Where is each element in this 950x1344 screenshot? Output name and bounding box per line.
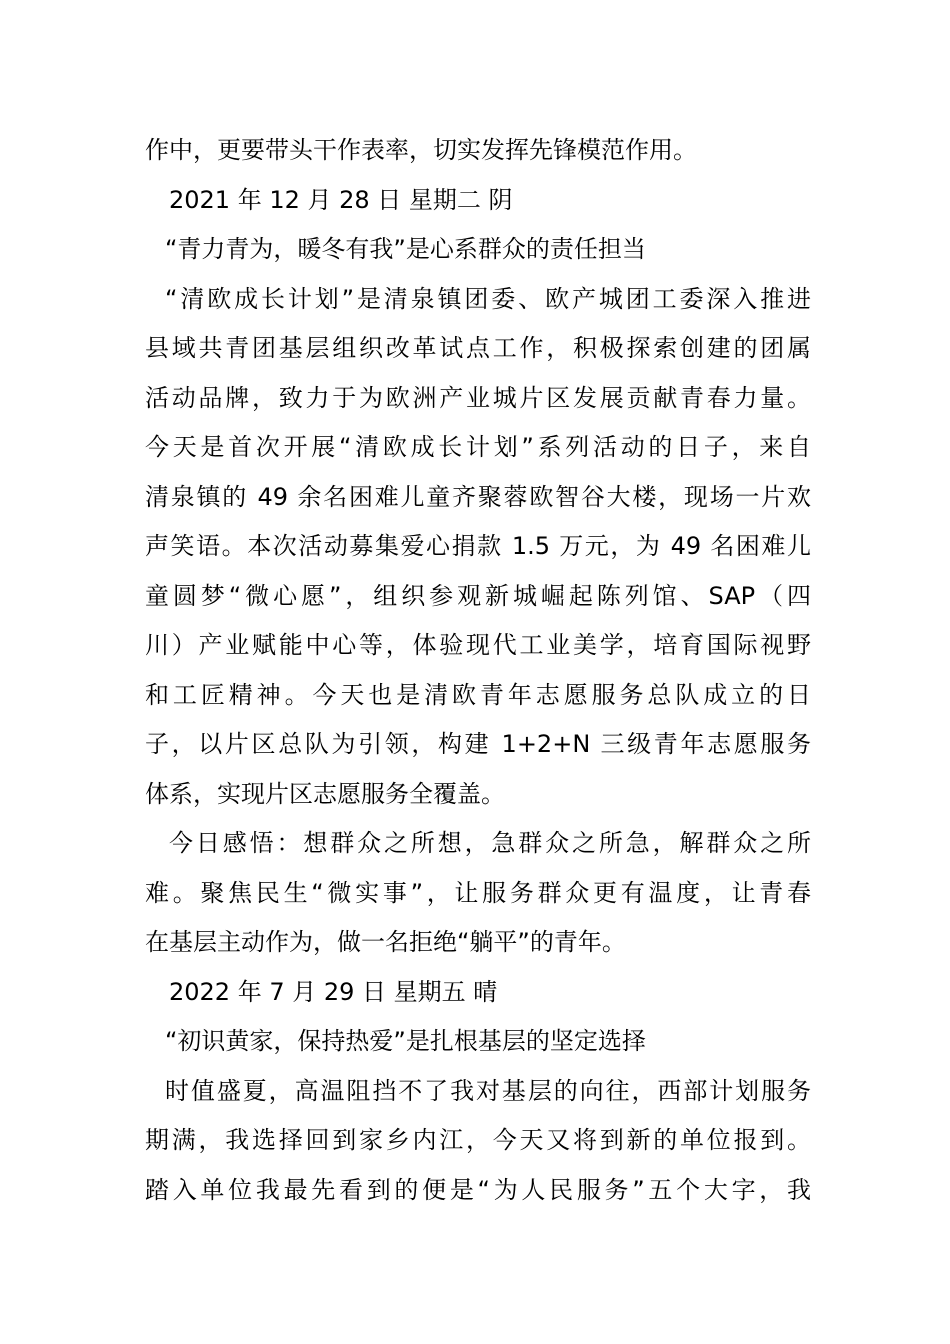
body-line: 期满，我选择回到家乡内江，今天又将到新的单位报到。 xyxy=(145,1126,811,1154)
body-line: 和工匠精神。今天也是清欧青年志愿服务总队成立的日 xyxy=(145,680,811,709)
body-line: 难。聚焦民生“微实事”，让服务群众更有温度，让青春 xyxy=(145,878,811,907)
diary-entry-title: “青力青为，暖冬有我”是心系群众的责任担当 xyxy=(165,235,646,263)
body-line: 时值盛夏，高温阻挡不了我对基层的向往，西部计划服务 xyxy=(165,1076,811,1105)
body-line: 童圆梦“微心愿”，组织参观新城崛起陈列馆、SAP（四 xyxy=(145,581,811,610)
diary-date: 2021 年 12 月 28 日 星期二 阴 xyxy=(169,185,513,214)
diary-entry-title: “初识黄家，保持热爱”是扎根基层的坚定选择 xyxy=(165,1027,646,1055)
body-line: 体系，实现片区志愿服务全覆盖。 xyxy=(145,779,505,808)
document-body xyxy=(145,126,811,1215)
body-line: 在基层主动作为，做一名拒绝“躺平”的青年。 xyxy=(145,928,626,956)
body-line: 作中，更要带头干作表率，切实发挥先锋模范作用。 xyxy=(145,136,697,164)
body-line: “清欧成长计划”是清泉镇团委、欧产城团工委深入推进 xyxy=(165,284,811,313)
body-line: 川）产业赋能中心等，体验现代工业美学，培育国际视野 xyxy=(145,631,811,659)
body-line: 清泉镇的 49 余名困难儿童齐聚蓉欧智谷大楼，现场一片欢 xyxy=(145,482,811,511)
body-line: 县域共青团基层组织改革试点工作，积极探索创建的团属 xyxy=(145,334,811,362)
body-line: 活动品牌，致力于为欧洲产业城片区发展贡献青春力量。 xyxy=(145,383,811,412)
diary-date: 2022 年 7 月 29 日 星期五 晴 xyxy=(169,977,498,1006)
body-line: 子，以片区总队为引领，构建 1+2+N 三级青年志愿服务 xyxy=(145,730,811,758)
body-line: 踏入单位我最先看到的便是“为人民服务”五个大字，我 xyxy=(145,1175,811,1204)
body-line: 今天是首次开展“清欧成长计划”系列活动的日子，来自 xyxy=(145,433,811,461)
body-line: 声笑语。本次活动募集爱心捐款 1.5 万元，为 49 名困难儿 xyxy=(145,532,811,560)
body-line: 今日感悟：想群众之所想，急群众之所急，解群众之所 xyxy=(169,829,811,857)
